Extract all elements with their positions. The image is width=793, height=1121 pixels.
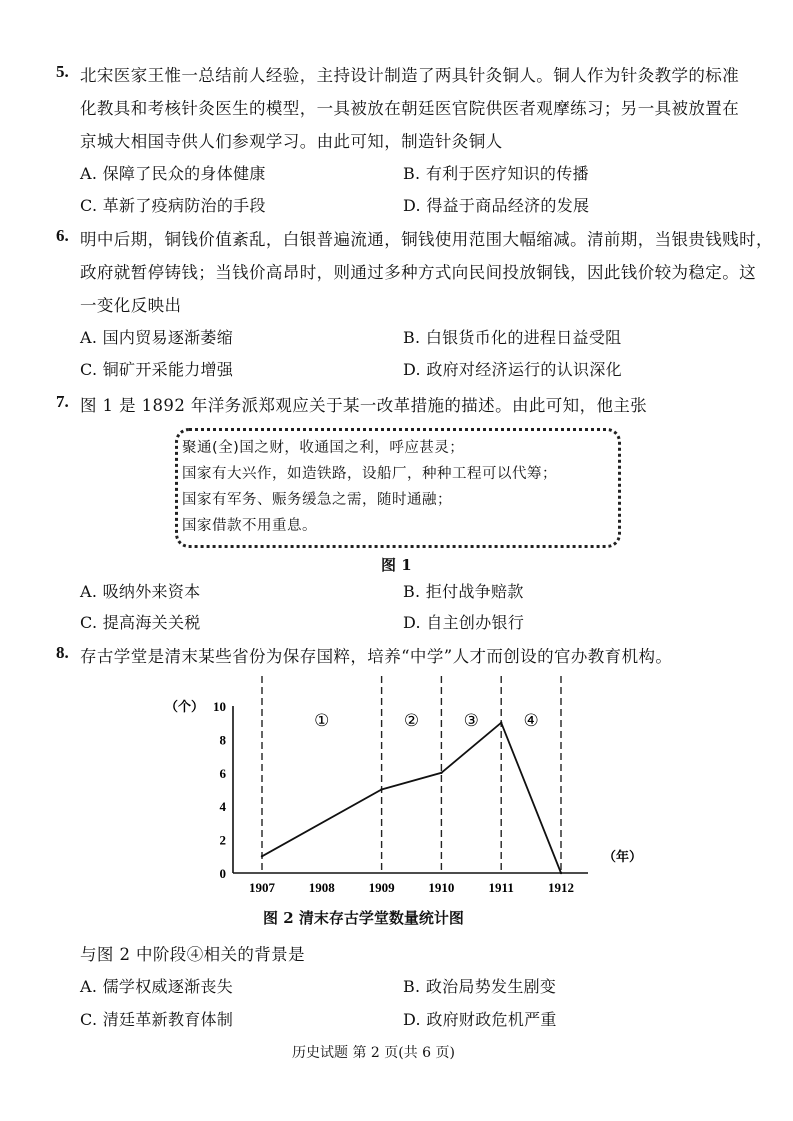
question-8-followup: 与图 2 中阶段④相关的背景是 bbox=[80, 945, 305, 964]
y-axis-unit-label: （个） bbox=[165, 699, 205, 714]
question-5-stem-line-1: 北宋医家王惟一总结前人经验，主持设计制造了两具针灸铜人。铜人作为针灸教学的标准 bbox=[80, 66, 740, 85]
question-6-stem-line-1: 明中后期，铜钱价值紊乱，白银普遍流通，铜钱使用范围大幅缩减。清前期，当银贵钱贱时， bbox=[80, 230, 773, 249]
quote-line-3: 国家有军务、赈务缓急之需，随时通融； bbox=[182, 492, 452, 508]
question-7-option-d[interactable]: D. 自主创办银行 bbox=[403, 613, 525, 632]
y-tick-label: 2 bbox=[219, 832, 226, 848]
data-point bbox=[500, 722, 502, 724]
stage-label: ① bbox=[314, 711, 330, 730]
y-tick-label: 6 bbox=[219, 765, 226, 781]
question-5-option-a[interactable]: A. 保障了民众的身体健康 bbox=[80, 164, 266, 183]
question-6-stem-line-3: 一变化反映出 bbox=[80, 296, 182, 315]
data-point bbox=[261, 855, 263, 857]
series-line bbox=[262, 723, 561, 873]
quote-line-1: 聚通(全)国之财，收通国之利，呼应甚灵； bbox=[182, 440, 465, 456]
data-point bbox=[380, 788, 382, 790]
y-tick-label: 10 bbox=[213, 699, 226, 714]
y-tick-label: 4 bbox=[219, 799, 226, 815]
question-5-stem-line-3: 京城大相国寺供人们参观学习。由此可知，制造针灸铜人 bbox=[80, 132, 503, 151]
question-6-option-b[interactable]: B. 白银货币化的进程日益受阻 bbox=[403, 328, 622, 347]
stage-label: ② bbox=[403, 711, 420, 730]
x-axis-unit-label: （年） bbox=[603, 849, 643, 864]
figure-2-line-chart bbox=[0, 672, 793, 932]
x-tick-label: 1912 bbox=[548, 880, 574, 895]
question-6-option-a[interactable]: A. 国内贸易逐渐萎缩 bbox=[80, 328, 234, 347]
question-5-option-b[interactable]: B. 有利于医疗知识的传播 bbox=[403, 164, 589, 183]
question-7-option-a[interactable]: A. 吸纳外来资本 bbox=[80, 582, 201, 601]
question-7-option-c[interactable]: C. 提高海关关税 bbox=[80, 613, 201, 632]
question-7-option-b[interactable]: B. 拒付战争赔款 bbox=[403, 582, 524, 601]
figure-2-caption: 图 2 清末存古学堂数量统计图 bbox=[263, 909, 464, 927]
question-5-option-c[interactable]: C. 革新了疫病防治的手段 bbox=[80, 196, 266, 215]
x-tick-label: 1911 bbox=[488, 880, 514, 895]
stage-label: ③ bbox=[463, 711, 479, 730]
question-8-option-d[interactable]: D. 政府财政危机严重 bbox=[403, 1010, 557, 1029]
question-8-stem: 存古学堂是清末某些省份为保存国粹，培养“中学”人才而创设的官办教育机构。 bbox=[80, 647, 673, 666]
question-8-option-b[interactable]: B. 政治局势发生剧变 bbox=[403, 977, 557, 996]
x-tick-label: 1908 bbox=[308, 880, 335, 895]
y-tick-label: 0 bbox=[219, 866, 226, 881]
question-5-stem-line-2: 化教具和考核针灸医生的模型，一具被放在朝廷医官院供医者观摩练习；另一具被放置在 bbox=[80, 99, 740, 118]
question-8-option-c[interactable]: C. 清廷革新教育体制 bbox=[80, 1010, 234, 1029]
stage-label: ④ bbox=[523, 711, 539, 730]
page-footer: 历史试题 第 2 页(共 6 页) bbox=[292, 1045, 455, 1061]
figure-1-caption: 图 1 bbox=[381, 556, 412, 574]
question-6-stem-line-2: 政府就暂停铸钱；当钱价高昂时，则通过多种方式向民间投放铜钱，因此钱价较为稳定。这 bbox=[80, 263, 756, 282]
y-tick-label: 8 bbox=[219, 732, 226, 748]
question-5-option-d[interactable]: D. 得益于商品经济的发展 bbox=[403, 196, 590, 215]
quote-line-2: 国家有大兴作，如造铁路，设船厂，种种工程可以代筹； bbox=[182, 466, 557, 482]
question-8-option-a[interactable]: A. 儒学权威逐渐丧失 bbox=[80, 977, 234, 996]
data-point bbox=[560, 872, 562, 874]
x-tick-label: 1909 bbox=[368, 880, 395, 895]
quote-line-4: 国家借款不用重息。 bbox=[182, 518, 317, 534]
question-8-number: 8. bbox=[56, 643, 69, 662]
x-tick-label: 1907 bbox=[249, 880, 275, 895]
question-6-option-c[interactable]: C. 铜矿开采能力增强 bbox=[80, 360, 234, 379]
question-6-option-d[interactable]: D. 政府对经济运行的认识深化 bbox=[403, 360, 622, 379]
question-7-stem: 图 1 是 1892 年洋务派郑观应关于某一改革措施的描述。由此可知，他主张 bbox=[80, 396, 648, 415]
data-point bbox=[440, 772, 442, 774]
question-6-number: 6. bbox=[56, 226, 69, 245]
x-tick-label: 1910 bbox=[428, 880, 455, 895]
question-7-number: 7. bbox=[56, 392, 69, 411]
question-5-number: 5. bbox=[56, 62, 69, 81]
